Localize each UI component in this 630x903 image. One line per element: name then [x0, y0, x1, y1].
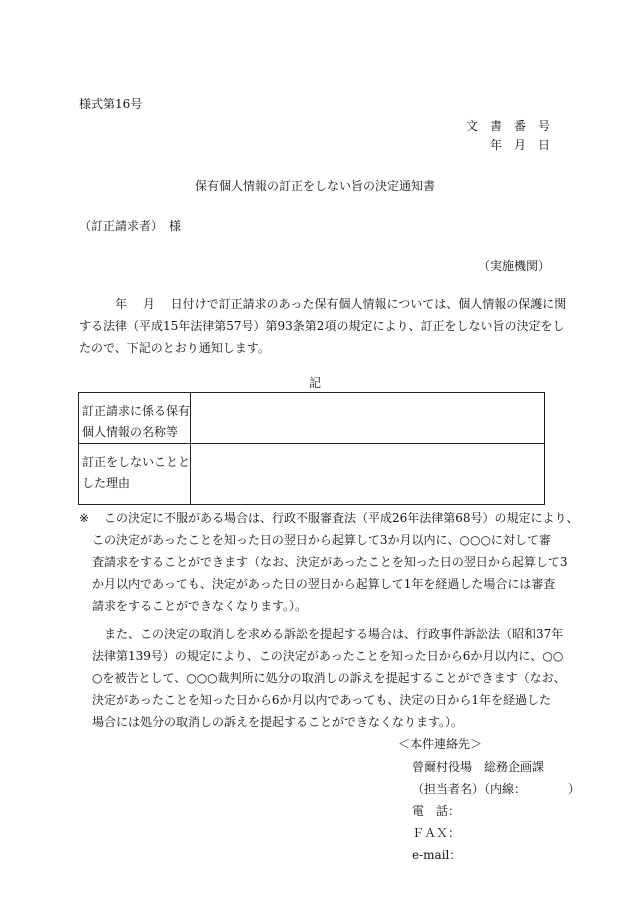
contact-phone: 電 話：: [412, 804, 461, 818]
document-number: 文 書 番 号: [465, 119, 550, 133]
issuing-agency: （実施機関）: [477, 259, 550, 273]
contact-office: 曾爾村役場 総務企画課: [412, 760, 545, 774]
body-line-2: する法律（平成15年法律第57号）第93条第2項の規定により、訂正をしない旨の決定をし: [79, 319, 565, 333]
note-line-5: 請求をすることができなくなります。）。: [92, 599, 308, 613]
note-line-6: また、この決定の取消しを求める訴訟を提起する場合は、行政事件訴訟法（昭和37年: [92, 627, 564, 641]
note-line-9: 決定があったことを知った日から6か月以内であっても、決定の日から1年を経過した: [92, 693, 552, 707]
contact-heading: ＜本件連絡先＞: [398, 737, 483, 751]
note-line-3: 査請求をすることができます（なお、決定があったことを知った日の翌日から起算して3: [92, 555, 568, 569]
note-line-4: か月以内であっても、決定があった日の翌日から起算して1年を経過した場合には審査: [92, 577, 556, 591]
label-line: 訂正請求に係る保有: [82, 404, 191, 418]
table-label-reason: [79, 444, 191, 504]
table-label-info-name: [79, 393, 191, 443]
body-line-1: 年 月 日付けで訂正請求のあった保有個人情報については、個人情報の保護に関: [79, 297, 567, 311]
table-row: [79, 393, 544, 444]
note-line-2: この決定があったことを知った日の翌日から起算して3か月以内に、○○○に対して審: [92, 533, 551, 547]
contact-fax: ＦＡＸ：: [412, 826, 461, 840]
note-line-7: 法律第139号）の規定により、この決定があったことを知った日から6か月以内に、○○: [92, 649, 564, 663]
ki-heading: 記: [308, 376, 321, 390]
document-date: 年 月 日: [489, 138, 550, 152]
addressee: （訂正請求者） 様: [79, 219, 182, 233]
page-title: 保有個人情報の訂正をしない旨の決定通知書: [194, 179, 435, 193]
table-row: [79, 444, 544, 504]
note-line-8: ○を被告として、○○○裁判所に処分の取消しの訴えを提起することができます（なお、: [92, 671, 566, 685]
info-table: [78, 392, 545, 505]
form-number: 様式第16号: [79, 97, 143, 111]
note-mark: ※: [79, 511, 90, 525]
contact-email: e-mail：: [412, 848, 462, 862]
label-line: 個人情報の名称等: [82, 425, 179, 439]
note-line-10: 場合には処分の取消しの訴えを提起することができなくなります。）。: [92, 715, 464, 729]
label-line: した理由: [82, 476, 131, 490]
body-line-3: たので、下記のとおり通知します。: [79, 341, 270, 355]
contact-person: （担当者名）（内線： ）: [412, 782, 581, 796]
note-line-1: この決定に不服がある場合は、行政不服審査法（平成26年法律第68号）の規定により、: [92, 511, 579, 525]
label-line: 訂正をしないことと: [82, 455, 191, 469]
